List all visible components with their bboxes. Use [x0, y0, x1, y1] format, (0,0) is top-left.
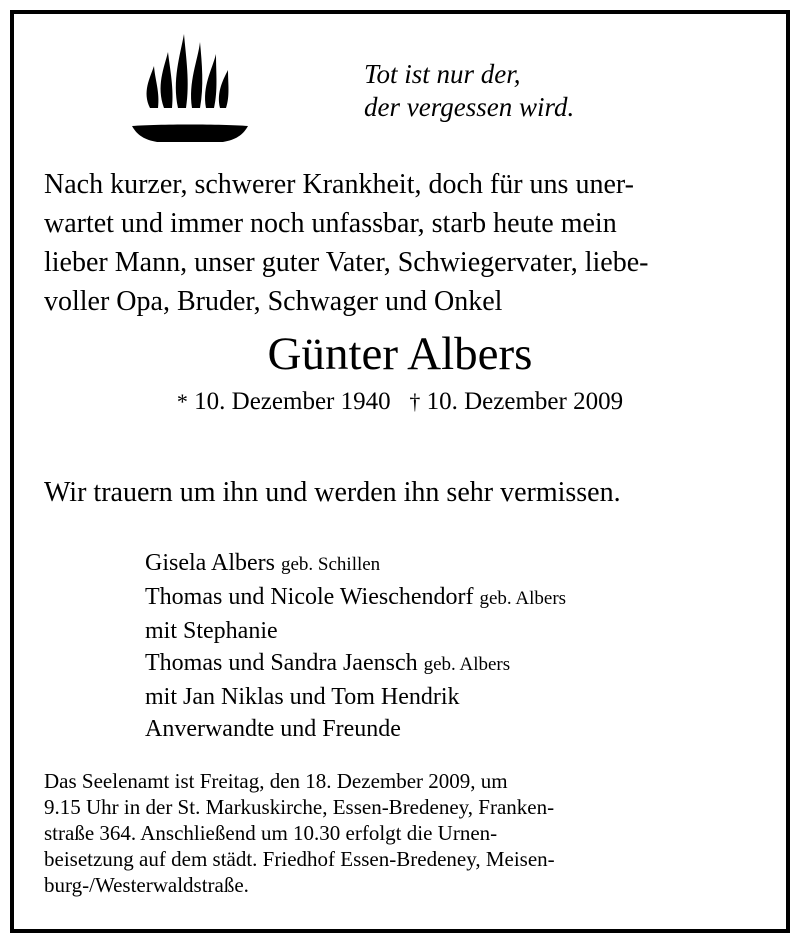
intro-line: wartet und immer noch unfassbar, starb heute mein	[44, 208, 617, 239]
family-line	[145, 647, 566, 681]
maiden-name-note: geb. Schillen	[280, 554, 381, 575]
birth-star-icon: *	[176, 389, 188, 414]
family-member-name: Gisela Albers	[145, 550, 275, 576]
quote-line-2: der vergessen wird.	[364, 92, 575, 122]
maiden-name-note: geb. Albers	[479, 588, 567, 609]
family-list	[145, 547, 566, 745]
service-line: 9.15 Uhr in der St. Markuskirche, Essen-Bredeney, Franken-	[44, 795, 555, 819]
deceased-name: Günter Albers	[267, 328, 533, 380]
family-line	[145, 547, 566, 581]
quote-line-1: Tot ist nur der,	[364, 59, 521, 89]
intro-line: Nach kurzer, schwerer Krankheit, doch für uns uner-	[44, 169, 634, 200]
intro-line: voller Opa, Bruder, Schwager und Onkel	[44, 286, 503, 317]
death-dagger-icon: †	[409, 389, 421, 414]
birth-date: 10. Dezember 1940	[194, 388, 391, 415]
service-line: burg-/Westerwaldstraße.	[44, 873, 249, 897]
family-line	[145, 581, 566, 615]
family-member-name: Thomas und Nicole Wieschendorf	[145, 584, 474, 610]
quote	[364, 58, 574, 124]
intro-text	[44, 165, 648, 321]
family-line: mit Stephanie	[145, 618, 278, 644]
family-line: Anverwandte und Freunde	[145, 716, 401, 742]
flame-bowl-icon	[128, 30, 252, 142]
service-line: Das Seelenamt ist Freitag, den 18. Dezember 2009, um	[44, 769, 508, 793]
service-line: straße 364. Anschließend um 10.30 erfolgt die Urnen-	[44, 821, 498, 845]
maiden-name-note: geb. Albers	[423, 654, 511, 675]
service-info	[44, 768, 555, 898]
life-dates	[0, 386, 800, 418]
death-date: 10. Dezember 2009	[426, 388, 624, 415]
intro-line: lieber Mann, unser guter Vater, Schwiegervater, liebe-	[44, 247, 649, 278]
family-member-name: Thomas und Sandra Jaensch	[145, 650, 418, 676]
service-line: beisetzung auf dem städt. Friedhof Essen-Bredeney, Meisen-	[44, 847, 555, 871]
mourning-statement: Wir trauern um ihn und werden ihn sehr vermissen.	[44, 477, 621, 508]
family-line: mit Jan Niklas und Tom Hendrik	[145, 684, 460, 710]
